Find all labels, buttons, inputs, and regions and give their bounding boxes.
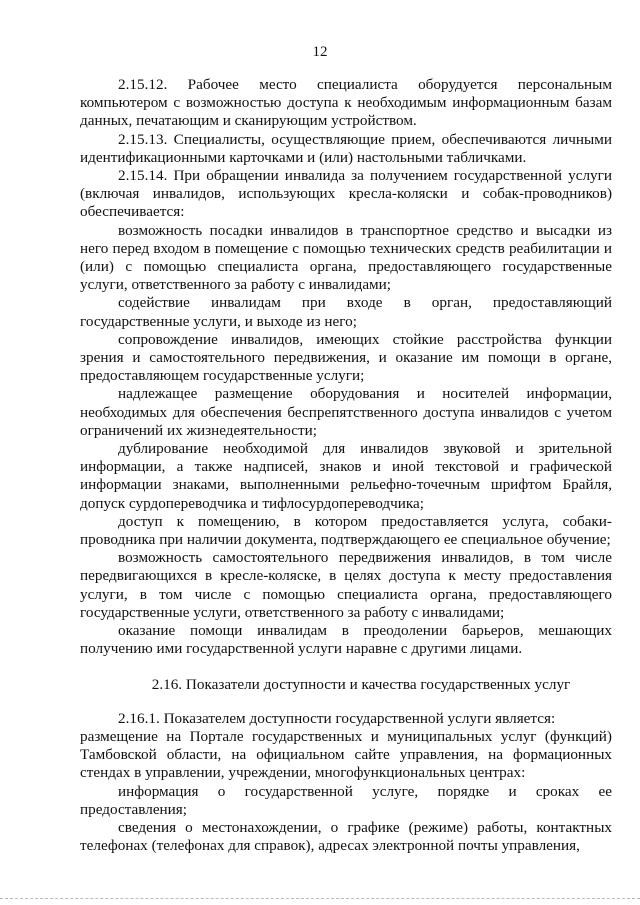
list-item-independent-movement: возможность самостоятельного передвижения инвалидов, в том числе передвигающихся в кресле-коляске, в целях доступа к месту предоставления услуги, в том числе с помощью специалиста органа, предоставляющего государственные услуги, ответственного за работу с инвалидами; bbox=[80, 549, 612, 621]
list-item-information-duplication: дублирование необходимой для инвалидов звуковой и зрительной информации, а также надписей, знаков и иной текстовой и графической информации знаками, выполненными рельефно-точечным шрифтом Брайля, допуск сурдопереводчика и тифлосурдопереводчика; bbox=[80, 440, 612, 512]
list-item-boarding: возможность посадки инвалидов в транспортное средство и высадки из него перед входом в помещение с помощью технических средств реабилитации и (или) с помощью специалиста органа, предоставляющего государственные услуги, ответственного за работу с инвалидами; bbox=[80, 221, 612, 294]
paragraph-2-16-1: 2.16.1. Показателем доступности государственной услуги является: bbox=[118, 709, 556, 727]
list-item-entrance-assistance: содействие инвалидам при входе в орган, предоставляющий государственные услуги, и выходе из него; bbox=[80, 294, 612, 330]
paragraph-2-15-12: 2.15.12. Рабочее место специалиста оборудуется персональным компьютером с возможностью доступа к необходимым информационным базам данных, печатающим и сканирующим устройством. bbox=[80, 76, 612, 130]
paragraph-portal-placement: размещение на Портале государственных и муниципальных услуг (функций) Тамбовской области, на официальном сайте управления, на формационных стендах в управлении, учреждении, многофункциональных центрах: bbox=[80, 727, 612, 782]
page-bottom-divider bbox=[0, 898, 640, 899]
document-body bbox=[80, 76, 612, 855]
paragraph-2-15-13: 2.15.13. Специалисты, осуществляющие прием, обеспечиваются личными идентификационными карточками и (или) настольными табличками. bbox=[80, 130, 612, 166]
paragraph-2-15-14: 2.15.14. При обращении инвалида за получением государственной услуги (включая инвалидов, использующих кресла-коляски и собак-проводников) обеспечивается: bbox=[80, 167, 612, 221]
list-item-equipment-placement: надлежащее размещение оборудования и носителей информации, необходимых для обеспечения беспрепятственного доступа инвалидов с учетом ограничений их жизнедеятельности; bbox=[80, 385, 612, 439]
page-number: 12 bbox=[312, 44, 328, 60]
list-item-barrier-assistance: оказание помощи инвалидам в преодолении барьеров, мешающих получению ими государственной услуги наравне с другими лицами. bbox=[80, 622, 612, 658]
list-item-accompaniment: сопровождение инвалидов, имеющих стойкие расстройства функции зрения и самостоятельного передвижения, и оказание им помощи в органе, предоставляющем государственные услуги; bbox=[80, 330, 612, 385]
list-item-location-schedule: сведения о местонахождении, о графике (режиме) работы, контактных телефонах (телефонах для справок), адресах электронной почты управления, bbox=[80, 818, 612, 855]
section-heading-2-16: 2.16. Показатели доступности и качества государственных услуг bbox=[151, 675, 571, 693]
list-item-guide-dog-access: доступ к помещению, в котором предоставляется услуга, собаки-проводника при наличии документа, подтверждающего ее специальное обучение; bbox=[80, 512, 612, 549]
list-item-service-information: информация о государственной услуге, порядке и сроках ее предоставления; bbox=[80, 782, 612, 818]
